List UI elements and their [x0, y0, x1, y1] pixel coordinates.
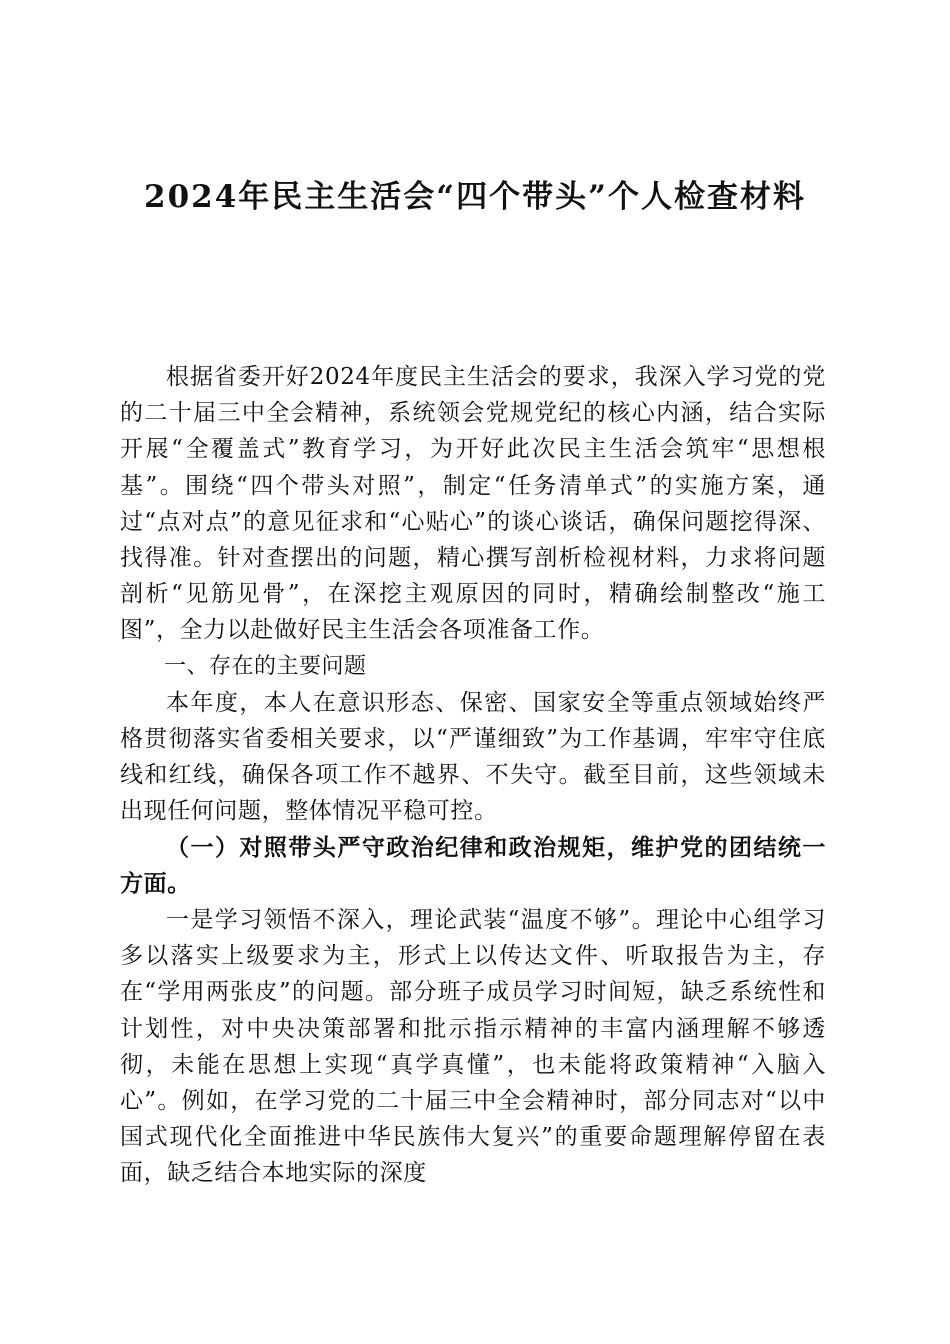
document-body — [120, 359, 826, 1192]
subsection-heading: （一）对照带头严守政治纪律和政治规矩，维护党的团结统一方面。 — [120, 833, 826, 897]
document-title: 2024年民主生活会“四个带头”个人检查材料 — [144, 179, 806, 215]
section-paragraph: 本年度，本人在意识形态、保密、国家安全等重点领域始终严格贯彻落实省委相关要求，以“严谨细致”为工作基调，牢牢守住底线和红线，确保各项工作不越界、不失守。截至目前，这些领域未出现任何问题，整体情况平稳可控。 — [120, 689, 826, 825]
section-heading-main-problems: 一、存在的主要问题 — [164, 653, 367, 679]
subsection-paragraph: 一是学习领悟不深入，理论武装“温度不够”。理论中心组学习多以落实上级要求为主，形式上以传达文件、听取报告为主，存在“学用两张皮”的问题。部分班子成员学习时间短，缺乏系统性和计划性，对中央决策部署和批示指示精神的丰富内涵理解不够透彻，未能在思想上实现“真学真懂”，也未能将政策精神“入脑入心”。例如，在学习党的二十届三中全会精神时，部分同志对“以中国式现代化全面推进中华民族伟大复兴”的重要命题理解停留在表面，缺乏结合本地实际的深度 — [120, 907, 826, 1187]
intro-paragraph: 根据省委开好2024年度民主生活会的要求，我深入学习党的党的二十届三中全会精神，系统领会党规党纪的核心内涵，结合实际开展“全覆盖式”教育学习，为开好此次民主生活会筑牢“思想根基”。围绕“四个带头对照”，制定“任务清单式”的实施方案，通过“点对点”的意见征求和“心贴心”的谈心谈话，确保问题挖得深、找得准。针对查摆出的问题，精心撰写剖析检视材料，力求将问题剖析“见筋见骨”，在深挖主观原因的同时，精确绘制整改“施工图”，全力以赴做好民主生活会各项准备工作。 — [120, 364, 826, 644]
